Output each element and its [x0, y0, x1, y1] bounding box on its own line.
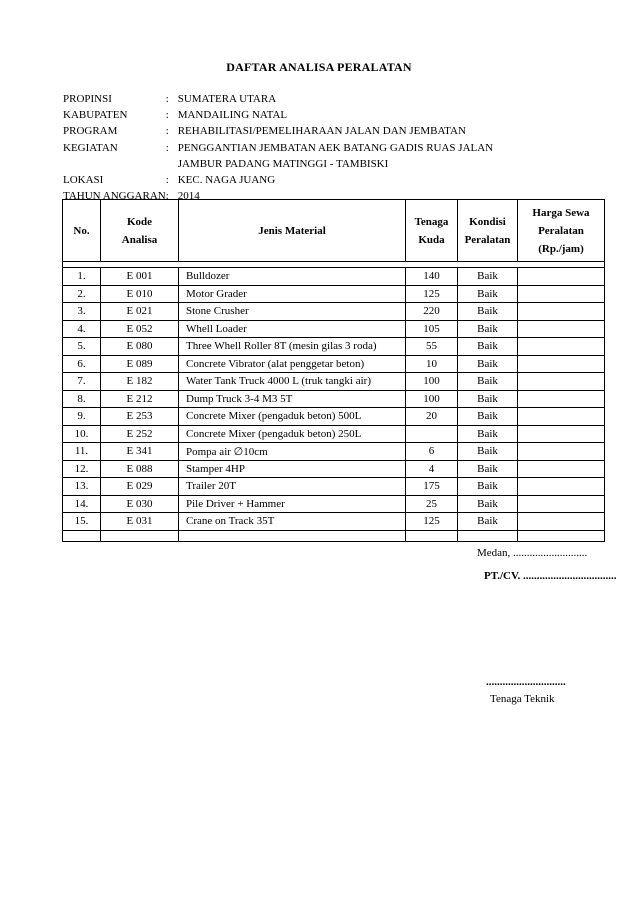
cell-no: 3. — [63, 303, 101, 321]
cell-tenaga: 125 — [406, 285, 458, 303]
cell-kode: E 212 — [101, 390, 179, 408]
table-row — [63, 355, 605, 373]
header-no-label: No. — [73, 224, 90, 237]
info-label: KEGIATAN — [63, 141, 118, 154]
info-value: SUMATERA UTARA — [177, 93, 277, 105]
document-title: DAFTAR ANALISA PERALATAN — [226, 60, 412, 74]
table-row — [63, 373, 605, 391]
cell-harga — [518, 268, 605, 286]
cell-jenis: Pompa air ∅10cm — [179, 443, 406, 461]
header-harga-line3: (Rp./jam) — [538, 242, 584, 255]
cell-tenaga: 10 — [406, 355, 458, 373]
padding-cell — [458, 530, 518, 541]
header-kode-line1: Kode — [126, 215, 153, 228]
padding-cell — [406, 530, 458, 541]
info-row — [63, 142, 583, 158]
cell-no: 6. — [63, 355, 101, 373]
signature-role: Tenaga Teknik — [490, 693, 555, 705]
info-separator: : — [165, 190, 169, 203]
cell-kondisi: Baik — [458, 303, 518, 321]
cell-kondisi: Baik — [458, 320, 518, 338]
cell-tenaga: 140 — [406, 268, 458, 286]
header-jenis — [179, 200, 406, 262]
cell-harga — [518, 285, 605, 303]
table-header-row — [63, 200, 605, 262]
cell-jenis: Crane on Track 35T — [179, 513, 406, 531]
cell-no: 5. — [63, 338, 101, 356]
info-separator: : — [165, 109, 169, 122]
cell-harga — [518, 303, 605, 321]
cell-kondisi: Baik — [458, 443, 518, 461]
table-row — [63, 460, 605, 478]
info-separator: : — [165, 125, 169, 138]
cell-jenis: Trailer 20T — [179, 478, 406, 496]
header-kode — [101, 200, 179, 262]
header-tenaga-line2: Kuda — [418, 233, 445, 246]
cell-kondisi: Baik — [458, 355, 518, 373]
info-label — [63, 158, 166, 174]
info-label: TAHUN ANGGARAN — [63, 190, 166, 203]
cell-jenis: Concrete Mixer (pengaduk beton) 500L — [179, 408, 406, 426]
cell-kode: E 029 — [101, 478, 179, 496]
cell-kode: E 341 — [101, 443, 179, 461]
cell-no: 1. — [63, 268, 101, 286]
cell-harga — [518, 495, 605, 513]
header-kode-line2: Analisa — [121, 233, 158, 246]
cell-harga — [518, 513, 605, 531]
info-row — [63, 174, 583, 190]
cell-harga — [518, 460, 605, 478]
cell-no: 10. — [63, 425, 101, 443]
cell-tenaga: 100 — [406, 373, 458, 391]
table-row — [63, 478, 605, 496]
header-no — [63, 200, 101, 262]
cell-kondisi: Baik — [458, 373, 518, 391]
cell-kode: E 031 — [101, 513, 179, 531]
info-separator: : — [165, 93, 169, 105]
padding-cell — [101, 530, 179, 541]
cell-tenaga: 6 — [406, 443, 458, 461]
cell-jenis: Whell Loader — [179, 320, 406, 338]
table-row — [63, 285, 605, 303]
cell-kode: E 001 — [101, 268, 179, 286]
cell-harga — [518, 355, 605, 373]
info-label: PROGRAM — [63, 125, 118, 138]
info-separator: : — [165, 141, 169, 154]
cell-kode: E 182 — [101, 373, 179, 391]
signature-place-date: Medan, ........................... — [477, 547, 588, 559]
table-row — [63, 320, 605, 338]
cell-harga — [518, 478, 605, 496]
cell-kondisi: Baik — [458, 268, 518, 286]
cell-tenaga — [406, 425, 458, 443]
cell-tenaga: 105 — [406, 320, 458, 338]
table-row — [63, 268, 605, 286]
cell-harga — [518, 320, 605, 338]
info-label: KABUPATEN — [63, 109, 128, 122]
info-value: REHABILITASI/PEMELIHARAAN JALAN DAN JEMBATAN — [177, 125, 466, 138]
cell-jenis: Stamper 4HP — [179, 460, 406, 478]
cell-kondisi: Baik — [458, 460, 518, 478]
cell-no: 14. — [63, 495, 101, 513]
cell-tenaga: 100 — [406, 390, 458, 408]
cell-tenaga: 55 — [406, 338, 458, 356]
cell-jenis: Concrete Vibrator (alat penggetar beton) — [179, 355, 406, 373]
header-kondisi-line1: Kondisi — [469, 215, 506, 228]
cell-no: 12. — [63, 460, 101, 478]
cell-tenaga: 220 — [406, 303, 458, 321]
info-value: PENGGANTIAN JEMBATAN AEK BATANG GADIS RUAS JALAN — [177, 141, 494, 154]
cell-kode: E 052 — [101, 320, 179, 338]
info-value: KEC. NAGA JUANG — [177, 173, 276, 186]
cell-kondisi: Baik — [458, 338, 518, 356]
table-row — [63, 495, 605, 513]
cell-no: 2. — [63, 285, 101, 303]
cell-kode: E 088 — [101, 460, 179, 478]
cell-kode: E 253 — [101, 408, 179, 426]
info-separator: : — [165, 173, 169, 186]
cell-kondisi: Baik — [458, 285, 518, 303]
cell-kondisi: Baik — [458, 408, 518, 426]
info-row — [63, 125, 583, 141]
cell-jenis: Concrete Mixer (pengaduk beton) 250L — [179, 425, 406, 443]
info-label: PROPINSI — [63, 93, 112, 105]
info-value: JAMBUR PADANG MATINGGI - TAMBISKI — [177, 157, 389, 170]
cell-kode: E 010 — [101, 285, 179, 303]
cell-jenis: Pile Driver + Hammer — [179, 495, 406, 513]
cell-harga — [518, 408, 605, 426]
table-row — [63, 338, 605, 356]
cell-harga — [518, 373, 605, 391]
header-harga-line1: Harga Sewa — [532, 206, 590, 219]
cell-tenaga: 175 — [406, 478, 458, 496]
cell-tenaga: 125 — [406, 513, 458, 531]
cell-kode: E 089 — [101, 355, 179, 373]
cell-tenaga: 4 — [406, 460, 458, 478]
table-row — [63, 425, 605, 443]
signature-name-line: ............................. — [486, 676, 566, 688]
cell-kondisi: Baik — [458, 513, 518, 531]
cell-jenis: Stone Crusher — [179, 303, 406, 321]
cell-no: 9. — [63, 408, 101, 426]
cell-no: 4. — [63, 320, 101, 338]
cell-no: 7. — [63, 373, 101, 391]
cell-no: 13. — [63, 478, 101, 496]
cell-harga — [518, 425, 605, 443]
cell-kondisi: Baik — [458, 478, 518, 496]
cell-kondisi: Baik — [458, 425, 518, 443]
cell-no: 8. — [63, 390, 101, 408]
padding-cell — [179, 530, 406, 541]
table-row — [63, 390, 605, 408]
cell-jenis: Bulldozer — [179, 268, 406, 286]
cell-kondisi: Baik — [458, 495, 518, 513]
cell-no: 11. — [63, 443, 101, 461]
info-label: LOKASI — [63, 173, 104, 186]
project-info — [63, 93, 583, 206]
cell-kode: E 252 — [101, 425, 179, 443]
header-kondisi-line2: Peralatan — [464, 233, 511, 246]
header-kondisi — [458, 200, 518, 262]
cell-kode: E 030 — [101, 495, 179, 513]
info-row — [63, 93, 583, 109]
info-row — [63, 109, 583, 125]
cell-harga — [518, 390, 605, 408]
padding-cell — [518, 530, 605, 541]
table-row — [63, 513, 605, 531]
table-row — [63, 303, 605, 321]
header-tenaga — [406, 200, 458, 262]
table-row — [63, 443, 605, 461]
cell-jenis: Dump Truck 3-4 M3 5T — [179, 390, 406, 408]
cell-jenis: Motor Grader — [179, 285, 406, 303]
header-tenaga-line1: Tenaga — [414, 215, 449, 228]
header-harga-line2: Peralatan — [538, 224, 584, 237]
info-value: MANDAILING NATAL — [177, 109, 288, 122]
table-bottom-padding — [63, 530, 605, 541]
cell-harga — [518, 338, 605, 356]
info-separator — [166, 158, 178, 174]
table-row — [63, 408, 605, 426]
cell-no: 15. — [63, 513, 101, 531]
info-row — [63, 158, 583, 174]
header-harga — [518, 200, 605, 262]
cell-jenis: Water Tank Truck 4000 L (truk tangki air) — [179, 373, 406, 391]
cell-tenaga: 20 — [406, 408, 458, 426]
equipment-table — [62, 199, 605, 542]
padding-cell — [63, 530, 101, 541]
info-value: 2014 — [177, 190, 200, 203]
cell-tenaga: 25 — [406, 495, 458, 513]
cell-harga — [518, 443, 605, 461]
header-jenis-label: Jenis Material — [258, 224, 326, 237]
cell-kondisi: Baik — [458, 390, 518, 408]
cell-kode: E 080 — [101, 338, 179, 356]
cell-jenis: Three Whell Roller 8T (mesin gilas 3 roda) — [179, 338, 406, 356]
cell-kode: E 021 — [101, 303, 179, 321]
signature-company: PT./CV. .................................. — [484, 570, 617, 582]
